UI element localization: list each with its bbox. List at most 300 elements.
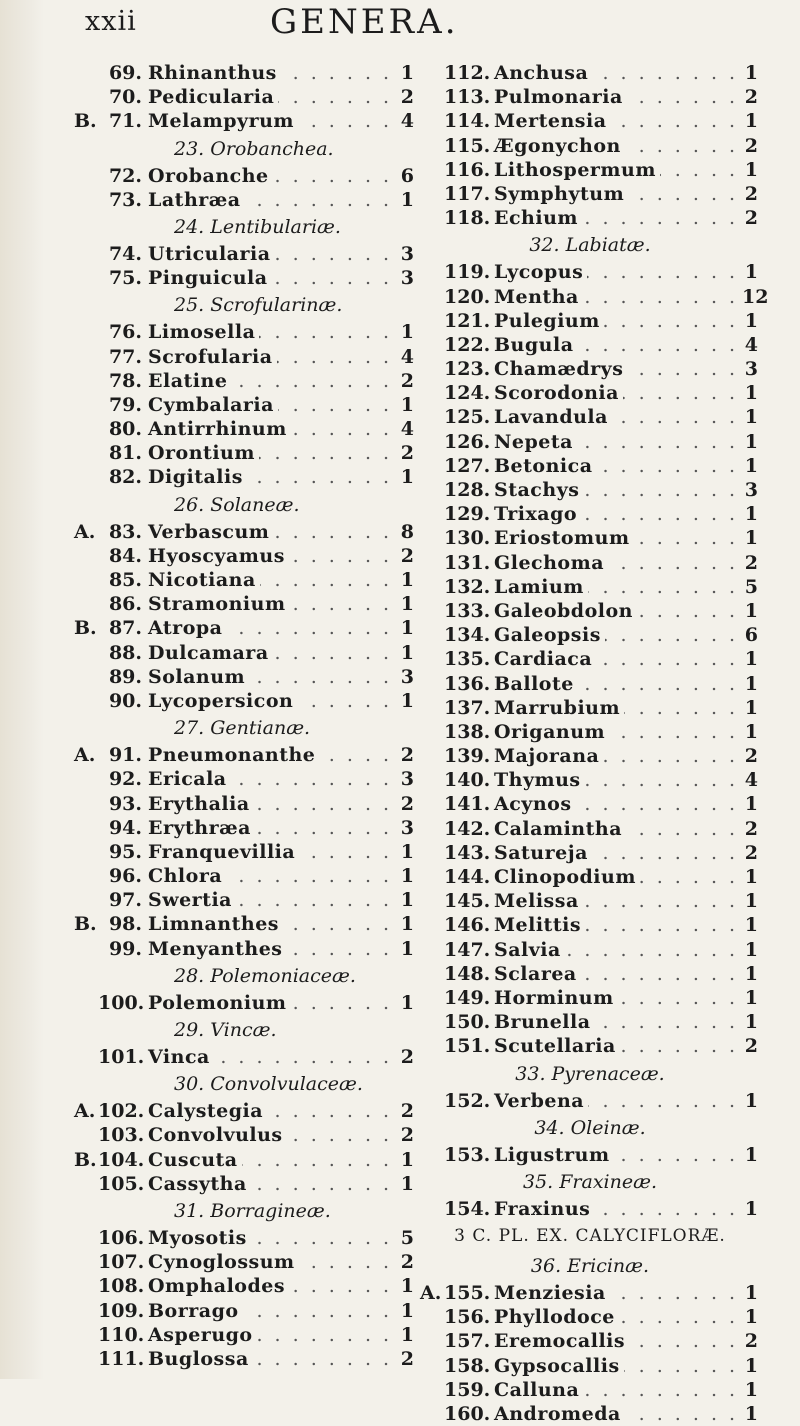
species-count: 1 <box>744 62 758 84</box>
species-count: 1 <box>744 890 758 913</box>
genus-name: Digitalis <box>148 465 247 489</box>
species-count: 2 <box>400 369 414 392</box>
genus-entry <box>420 962 760 986</box>
species-count: 5 <box>744 575 758 598</box>
genus-name: Solanum <box>148 665 249 689</box>
genus-entry <box>74 61 416 85</box>
species-count: 1 <box>744 406 758 429</box>
species-count: 6 <box>400 164 414 187</box>
genus-entry <box>420 1402 760 1426</box>
species-count: 2 <box>744 1330 758 1353</box>
genus-number: 105. <box>98 1172 145 1195</box>
genus-entry <box>74 665 416 689</box>
genus-entry <box>74 465 416 489</box>
genus-name: Convolvulus <box>148 1123 287 1147</box>
species-count: 8 <box>400 520 414 543</box>
genus-name: Melampyrum <box>148 109 298 133</box>
subclass-heading: 3 C. PL. EX. CALYCIFLORÆ. <box>454 1226 726 1247</box>
genus-number: 96. <box>108 865 142 888</box>
species-count: 3 <box>400 665 414 688</box>
genus-number: 92. <box>108 768 142 791</box>
family-heading: 33. Pyrenaceæ. <box>515 1062 665 1085</box>
genus-name: Rhinanthus <box>148 61 281 85</box>
species-count: 1 <box>744 454 758 477</box>
genus-name: Marrubium <box>494 696 624 720</box>
species-count: 2 <box>744 207 758 230</box>
genus-entry <box>420 1089 760 1113</box>
species-count: 1 <box>400 569 414 591</box>
genus-number: 87. <box>108 617 142 640</box>
family-heading: 28. Polemoniaceæ. <box>174 964 356 987</box>
division-mark: A. <box>74 744 96 767</box>
genus-entry <box>420 1329 760 1353</box>
genus-entry <box>420 333 760 357</box>
genus-name: Saturejа <box>494 841 592 865</box>
genus-name: Lycopus <box>494 260 587 284</box>
genus-entry <box>420 85 760 109</box>
species-count: 1 <box>744 1306 758 1329</box>
species-count: 1 <box>744 938 758 961</box>
species-count: 1 <box>744 382 758 405</box>
genus-name: Pinguicula <box>148 266 272 290</box>
species-count: 1 <box>744 309 758 332</box>
genus-number: 84. <box>108 544 142 567</box>
genus-name: Stramonium <box>148 592 290 616</box>
genus-name: Ericala <box>148 767 231 791</box>
genus-entry <box>74 1250 416 1274</box>
genus-entry <box>420 1010 760 1034</box>
species-count: 3 <box>400 242 414 265</box>
division-mark: B. <box>74 617 97 640</box>
genus-name: Verbena <box>494 1089 588 1113</box>
species-count: 2 <box>400 1347 414 1370</box>
genus-number: 155. <box>444 1282 491 1305</box>
genus-entry <box>74 568 416 592</box>
genus-number: 95. <box>108 840 142 863</box>
genus-number: 158. <box>444 1354 491 1377</box>
genus-name: Chamædrys <box>494 357 627 381</box>
genus-name: Orontium <box>148 441 259 465</box>
species-count: 1 <box>744 110 758 133</box>
genus-entry <box>74 188 416 212</box>
genus-number: 85. <box>108 569 142 591</box>
genus-name: Symphytum <box>494 182 628 206</box>
genus-name: Menyanthes <box>148 937 286 961</box>
species-count: 4 <box>744 333 758 356</box>
genus-entry <box>74 345 416 369</box>
genus-number: 143. <box>444 841 491 864</box>
genus-number: 136. <box>444 672 491 695</box>
genus-name: Chlora <box>148 864 226 888</box>
genus-entry <box>420 1378 760 1402</box>
genus-name: Dulcamara <box>148 641 273 665</box>
division-mark: B. <box>74 1148 97 1171</box>
species-count: 1 <box>400 913 414 936</box>
species-count: 3 <box>400 816 414 839</box>
genus-entry <box>74 1226 416 1250</box>
genus-name: Pulmonaria <box>494 85 627 109</box>
genus-entry <box>420 454 760 478</box>
genus-number: 90. <box>108 689 142 712</box>
genus-entry <box>420 575 760 599</box>
species-count: 6 <box>744 624 758 647</box>
genus-entry <box>420 61 760 85</box>
genus-name: Andromeda <box>494 1402 625 1426</box>
species-count: 1 <box>400 393 414 416</box>
genus-name: Mentha <box>494 285 583 309</box>
species-count: 1 <box>400 937 414 960</box>
species-count: 1 <box>744 648 758 671</box>
species-count: 1 <box>744 1197 758 1220</box>
genus-name: Cassytha <box>148 1172 251 1196</box>
genus-entry <box>420 1354 760 1378</box>
genus-number: 97. <box>108 889 142 912</box>
genus-entry <box>420 768 760 792</box>
species-count: 1 <box>744 962 758 985</box>
species-count: 12 <box>742 285 769 308</box>
family-heading: 25. Scrofularinæ. <box>174 294 343 317</box>
genus-number: 81. <box>108 442 142 465</box>
genus-number: 130. <box>444 527 491 550</box>
genus-name: Mertensia <box>494 109 611 133</box>
genus-number: 121. <box>444 309 491 332</box>
genus-entry <box>74 417 416 441</box>
genus-number: 141. <box>444 793 491 816</box>
genus-entry <box>420 720 760 744</box>
division-mark: B. <box>74 913 97 936</box>
family-heading: 24. Lentibulariæ. <box>174 215 341 238</box>
genus-number: 145. <box>444 890 491 913</box>
genus-number: 152. <box>444 1089 491 1112</box>
genus-name: Thymus <box>494 768 585 792</box>
species-count: 1 <box>744 696 758 719</box>
genus-entry <box>420 478 760 502</box>
genus-number: 89. <box>108 665 142 688</box>
division-mark: A. <box>74 520 96 543</box>
genus-entry <box>74 792 416 816</box>
genus-entry <box>74 544 416 568</box>
species-count: 2 <box>400 1046 414 1068</box>
genus-name: Stachys <box>494 478 583 502</box>
genus-number: 113. <box>444 86 491 109</box>
genus-entry <box>74 1099 416 1123</box>
species-count: 2 <box>744 86 758 109</box>
genus-number: 91. <box>108 744 142 767</box>
genus-number: 112. <box>444 62 491 84</box>
genus-name: Trixago <box>494 502 581 526</box>
genus-entry <box>420 817 760 841</box>
species-count: 2 <box>400 1251 414 1274</box>
genus-entry <box>420 526 760 550</box>
genus-name: Scrofularia <box>148 345 277 369</box>
genus-name: Cardiaca <box>494 647 596 671</box>
species-count: 1 <box>400 1299 414 1322</box>
genus-entry <box>420 134 760 158</box>
genus-name: Lamium <box>494 575 588 599</box>
genus-number: 133. <box>444 599 491 622</box>
genus-number: 114. <box>444 110 491 133</box>
species-count: 4 <box>400 345 414 368</box>
genus-name: Lithospermum <box>494 158 660 182</box>
genus-name: Fraxinus <box>494 1197 594 1221</box>
genus-number: 102. <box>98 1100 145 1123</box>
genus-entry <box>420 381 760 405</box>
genus-entry <box>74 743 416 767</box>
genus-name: Vinca <box>148 1045 214 1069</box>
species-count: 1 <box>400 593 414 616</box>
family-heading: 32. Labiatæ. <box>529 234 651 257</box>
species-count: 1 <box>400 188 414 211</box>
genus-number: 83. <box>108 520 142 543</box>
species-count: 1 <box>744 914 758 937</box>
species-count: 2 <box>400 544 414 567</box>
species-count: 1 <box>400 689 414 712</box>
left-column <box>74 61 416 1371</box>
genus-entry <box>420 158 760 182</box>
genus-entry <box>74 1274 416 1298</box>
species-count: 1 <box>744 1354 758 1377</box>
genus-name: Antirrhinum <box>148 417 291 441</box>
genus-number: 137. <box>444 696 491 719</box>
genus-name: Bugula <box>494 333 578 357</box>
genus-name: Franquevillia <box>148 840 299 864</box>
genus-number: 82. <box>108 466 142 489</box>
genus-name: Origanum <box>494 720 609 744</box>
species-count: 1 <box>400 321 414 344</box>
genus-number: 94. <box>108 816 142 839</box>
genus-name: Ægonychon <box>494 134 625 158</box>
genus-number: 103. <box>98 1124 145 1147</box>
species-count: 3 <box>744 479 758 501</box>
genus-name: Melittis <box>494 913 585 937</box>
genus-entry <box>420 551 760 575</box>
species-count: 1 <box>400 1275 414 1298</box>
species-count: 3 <box>744 358 758 381</box>
genus-entry <box>74 937 416 961</box>
genus-number: 159. <box>444 1378 491 1401</box>
genus-name: Betonica <box>494 454 597 478</box>
species-count: 1 <box>744 672 758 695</box>
genus-number: 71. <box>108 110 142 133</box>
genus-entry <box>420 357 760 381</box>
genus-entry <box>420 744 760 768</box>
species-count: 1 <box>400 1172 414 1195</box>
species-count: 1 <box>744 158 758 181</box>
genus-entry <box>74 441 416 465</box>
species-count: 1 <box>744 527 758 550</box>
genus-number: 79. <box>108 393 142 416</box>
running-title: GENERA. <box>270 2 459 42</box>
genus-number: 149. <box>444 986 491 1009</box>
page-edge-shadow <box>0 0 44 1379</box>
genus-entry <box>74 1045 416 1069</box>
genus-number: 108. <box>98 1275 145 1298</box>
species-count: 1 <box>744 503 758 526</box>
genus-name: Myosotis <box>148 1226 251 1250</box>
species-count: 2 <box>400 792 414 815</box>
family-heading: 27. Gentianæ. <box>174 717 311 740</box>
genus-number: 111. <box>98 1347 145 1370</box>
genus-name: Pneumonanthe <box>148 743 319 767</box>
genus-number: 98. <box>108 913 142 936</box>
genus-name: Majorana <box>494 744 603 768</box>
genus-name: Lathræa <box>148 188 245 212</box>
genus-entry <box>420 1034 760 1058</box>
genus-number: 126. <box>444 430 491 453</box>
genus-number: 120. <box>444 285 491 308</box>
genus-entry <box>420 260 760 284</box>
species-count: 1 <box>400 865 414 888</box>
genus-entry <box>420 792 760 816</box>
genus-number: 107. <box>98 1251 145 1274</box>
genus-number: 144. <box>444 866 491 888</box>
genus-entry <box>420 182 760 206</box>
genus-entry <box>74 1148 416 1172</box>
genus-name: Ballote <box>494 672 578 696</box>
species-count: 2 <box>400 86 414 109</box>
genus-entry <box>420 502 760 526</box>
species-count: 3 <box>400 768 414 791</box>
genus-name: Lavandula <box>494 405 612 429</box>
genus-number: 154. <box>444 1197 491 1220</box>
family-heading: 31. Borragineæ. <box>174 1199 331 1222</box>
genus-number: 142. <box>444 817 491 840</box>
genus-number: 153. <box>444 1143 491 1166</box>
genus-entry <box>420 599 760 623</box>
genus-number: 101. <box>98 1046 145 1068</box>
division-mark: A. <box>74 1100 96 1123</box>
genus-entry <box>74 1323 416 1347</box>
genus-number: 116. <box>444 158 491 181</box>
genus-number: 156. <box>444 1306 491 1329</box>
species-count: 2 <box>744 841 758 864</box>
genus-number: 115. <box>444 134 491 157</box>
genus-number: 99. <box>108 937 142 960</box>
genus-entry <box>420 1305 760 1329</box>
family-heading: 34. Oleinæ. <box>534 1116 646 1139</box>
species-count: 4 <box>400 418 414 441</box>
species-count: 1 <box>400 991 414 1014</box>
genus-number: 150. <box>444 1011 491 1034</box>
genus-name: Orobanche <box>148 164 273 188</box>
genus-name: Polemonium <box>148 991 290 1015</box>
family-heading: 30. Convolvulaceæ. <box>174 1073 363 1096</box>
species-count: 1 <box>744 599 758 622</box>
genus-entry <box>74 320 416 344</box>
genus-entry <box>74 592 416 616</box>
genus-entry <box>74 1172 416 1196</box>
genus-number: 128. <box>444 479 491 501</box>
species-count: 1 <box>744 866 758 888</box>
genus-entry <box>420 109 760 133</box>
genus-name: Melissa <box>494 889 583 913</box>
species-count: 1 <box>400 1148 414 1171</box>
genus-name: Eriostomum <box>494 526 634 550</box>
genus-name: Salvia <box>494 938 565 962</box>
genus-number: 73. <box>108 188 142 211</box>
genus-name: Pulegium <box>494 309 604 333</box>
genus-entry <box>74 864 416 888</box>
genus-entry <box>74 85 416 109</box>
genus-number: 117. <box>444 182 491 205</box>
genus-entry <box>420 938 760 962</box>
genus-name: Menziesia <box>494 1281 610 1305</box>
species-count: 2 <box>744 182 758 205</box>
genus-entry <box>74 1299 416 1323</box>
genus-number: 88. <box>108 641 142 664</box>
genus-number: 146. <box>444 914 491 937</box>
genus-name: Clinopodium <box>494 865 640 889</box>
genus-name: Cynoglossum <box>148 1250 299 1274</box>
genus-number: 125. <box>444 406 491 429</box>
genus-name: Scutellaria <box>494 1034 620 1058</box>
genus-entry <box>420 206 760 230</box>
genus-entry <box>420 405 760 429</box>
species-count: 2 <box>400 442 414 465</box>
genus-number: 93. <box>108 792 142 815</box>
species-count: 1 <box>744 1089 758 1112</box>
genus-number: 132. <box>444 575 491 598</box>
genus-name: Acynos <box>494 792 576 816</box>
genus-name: Galeopsis <box>494 623 605 647</box>
genus-name: Elatine <box>148 369 231 393</box>
genus-entry <box>420 647 760 671</box>
family-heading: 29. Vincæ. <box>174 1019 277 1041</box>
genus-number: 110. <box>98 1323 145 1346</box>
genus-name: Scorodonia <box>494 381 623 405</box>
genus-number: 138. <box>444 720 491 743</box>
right-column <box>420 61 769 1426</box>
genus-entry <box>74 840 416 864</box>
genus-name: Nepeta <box>494 430 577 454</box>
genus-number: 106. <box>98 1226 145 1249</box>
genus-name: Borrago <box>148 1299 243 1323</box>
genus-name: Echium <box>494 206 582 230</box>
genus-entry <box>74 1123 416 1147</box>
genus-name: Phyllodoce <box>494 1305 619 1329</box>
genus-entry <box>420 430 760 454</box>
genus-entry <box>74 641 416 665</box>
genus-entry <box>420 623 760 647</box>
species-count: 1 <box>744 986 758 1009</box>
genus-number: 157. <box>444 1330 491 1353</box>
genus-name: Swertia <box>148 888 236 912</box>
genus-name: Lycopersicon <box>148 689 297 713</box>
genus-name: Asperugo <box>148 1323 257 1347</box>
genus-number: 78. <box>108 369 142 392</box>
genus-number: 119. <box>444 261 491 284</box>
genus-entry <box>74 520 416 544</box>
genus-number: 140. <box>444 769 491 792</box>
species-count: 1 <box>744 793 758 816</box>
genus-entry <box>420 889 760 913</box>
family-heading: 23. Orobanchea. <box>174 137 334 160</box>
genus-number: 122. <box>444 333 491 356</box>
genus-name: Limnanthes <box>148 912 283 936</box>
genus-name: Calystegia <box>148 1099 267 1123</box>
genus-entry <box>420 285 769 309</box>
genus-name: Atropa <box>148 616 226 640</box>
page-number: xxii <box>85 6 137 37</box>
species-count: 1 <box>744 1282 758 1305</box>
genus-name: Ligustrum <box>494 1143 614 1167</box>
family-heading: 36. Ericinæ. <box>530 1255 650 1278</box>
genus-entry <box>420 309 760 333</box>
species-count: 2 <box>400 744 414 767</box>
genus-name: Limosella <box>148 320 259 344</box>
genus-entry <box>74 266 416 290</box>
genus-number: 100. <box>98 991 145 1014</box>
